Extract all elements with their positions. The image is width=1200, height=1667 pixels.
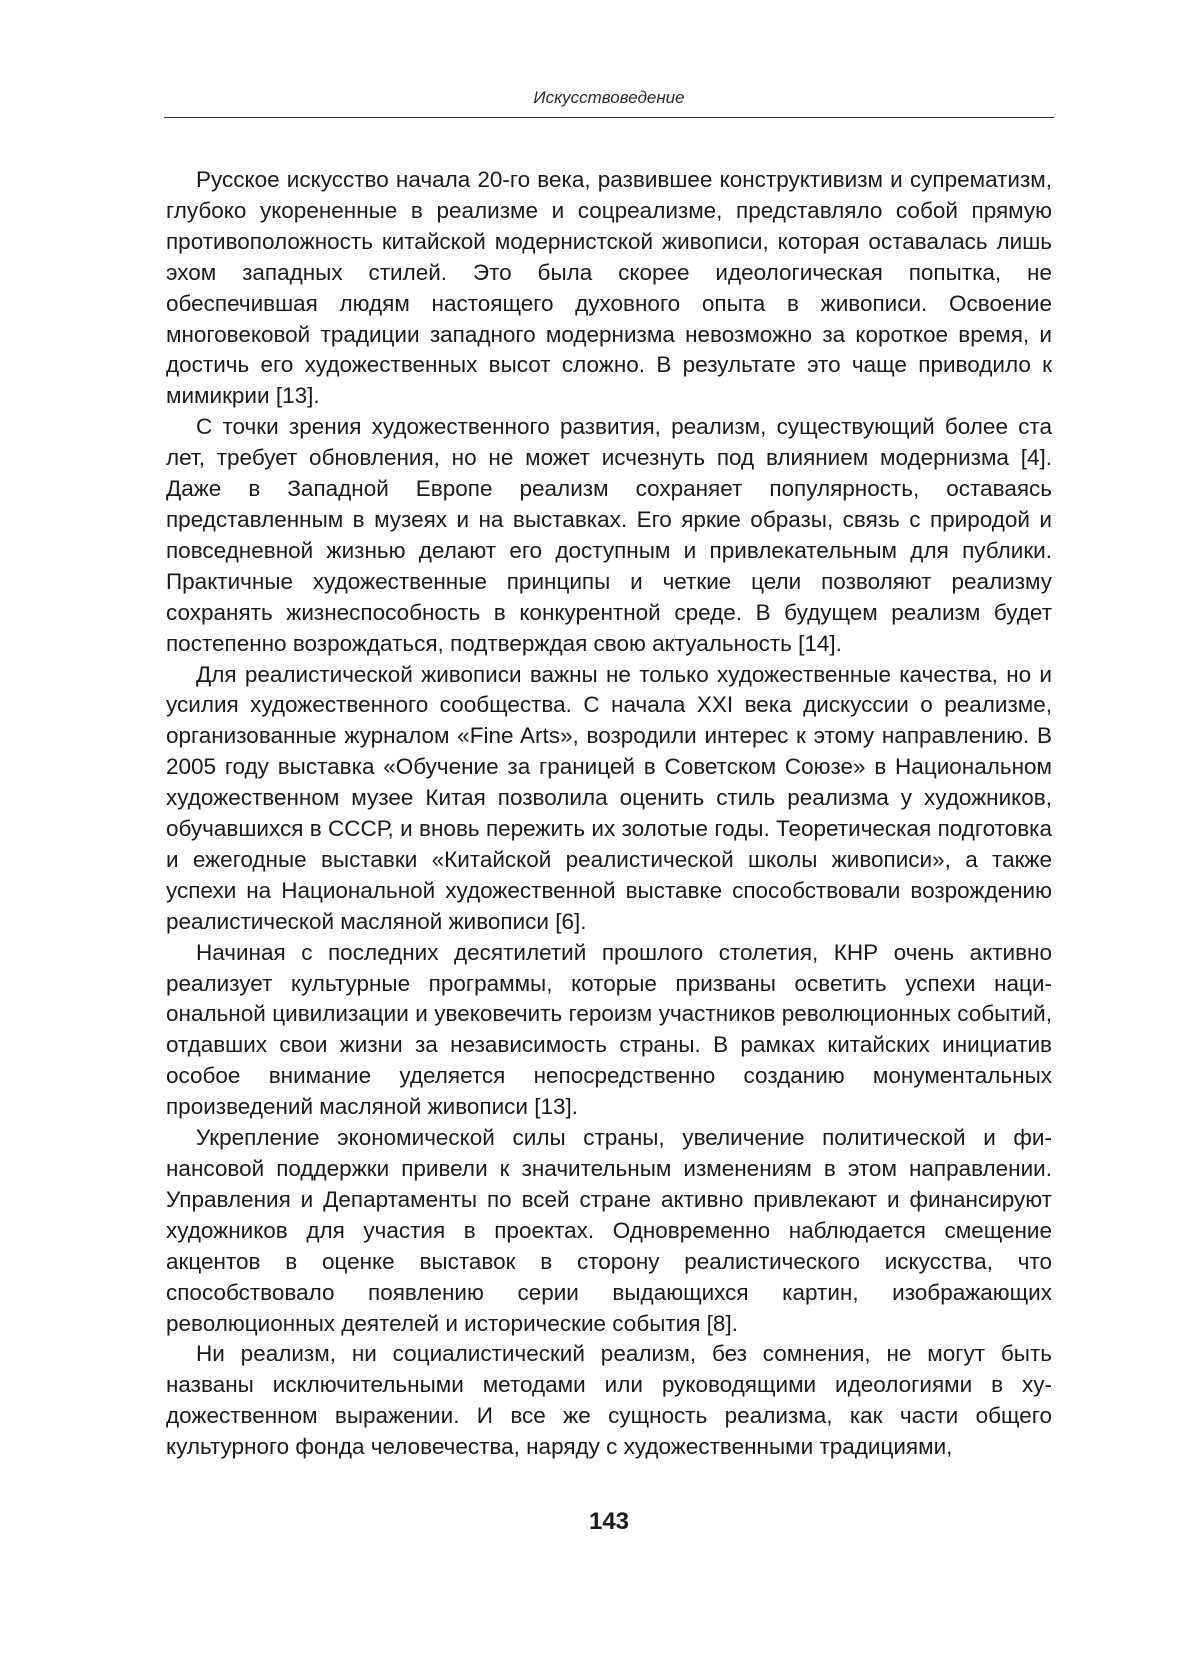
running-header: Искусствоведение — [533, 88, 685, 107]
page-number: 143 — [588, 1508, 630, 1535]
header-rule — [164, 117, 1054, 118]
paragraph: Начиная с последних десятилетий прошлого столетия, КНР очень активно реализует культурные программы, которые призваны осветить успехи национальной цивилизации и увековечить героизм участников революционных событий, отдавших свои жизни за независимость страны. В рамках китайских инициатив особое внимание уделяется непосредственно созданию монументальных произведений масляной живописи [13]. — [166, 939, 1052, 1120]
paragraph: Для реалистической живописи важны не только художественные качества, но и усилия художественного сообщества. С начала XXI века дискуссии о реализме, организованные журналом «Fine Arts», возродили интерес к этому направлению. В 2005 году выставка «Обучение за границей в Советском Союзе» в Национальном художественном музее Китая позволила оценить стиль реализма у художников, обучавшихся в СССР, и вновь пережить их золотые годы. Теоретическая подготовка и ежегодные выставки «Китайской реалистической школы живописи», а также успехи на Национальной художественной выставке способствовали возрождению реалистической масляной живописи [6]. — [166, 661, 1052, 934]
paragraph: Русское искусство начала 20-го века, развившее конструктивизм и супрематизм, глубоко укорененные в реализме и соцреализме, представляло собой прямую противоположность китайской модернистской живописи, которая оставалась лишь эхом западных стилей. Это была скорее идеологическая попытка, не обеспечившая людям настоящего духовного опыта в живописи. Освоение многовековой традиции западного модернизма невозможно за короткое время, и достичь его художественных высот сложно. В результате это чаще приводило к мимикрии [13]. — [166, 167, 1052, 409]
paragraph: Укрепление экономической силы страны, увеличение политической и финансовой поддержки привели к значительным изменениям в этом направлении. Управления и Департаменты по всей стране активно привлекают и финансируют художников для участия в проектах. Одновременно наблюдается смещение акцентов в оценке выставок в сторону реалистического искусства, что способствовало появлению серии выдающихся картин, изображающих революционных деятелей и исторические события [8]. — [166, 1125, 1052, 1336]
paragraph: Ни реализм, ни социалистический реализм, без сомнения, не могут быть названы исключительными методами или руководящими идеологиями в художественном выражении. И все же сущность реализма, как части общего культурного фонда человечества, наряду с художественными традициями, — [166, 1341, 1052, 1460]
paragraph: С точки зрения художественного развития, реализм, существующий более ста лет, требует обновления, но не может исчезнуть под влиянием модернизма [4]. Даже в Западной Европе реализм сохраняет популярность, оставаясь представленным в музеях и на выставках. Его яркие образы, связь с природой и повседневной жизнью делают его доступным и привлекательным для публики. Практичные художественные принципы и четкие цели позволяют реализму сохранять жизнеспособность в конкурентной среде. В будущем реализм будет постепенно возрождаться, подтверждая свою актуальность [14]. — [166, 414, 1052, 656]
body-text — [166, 165, 1052, 1463]
